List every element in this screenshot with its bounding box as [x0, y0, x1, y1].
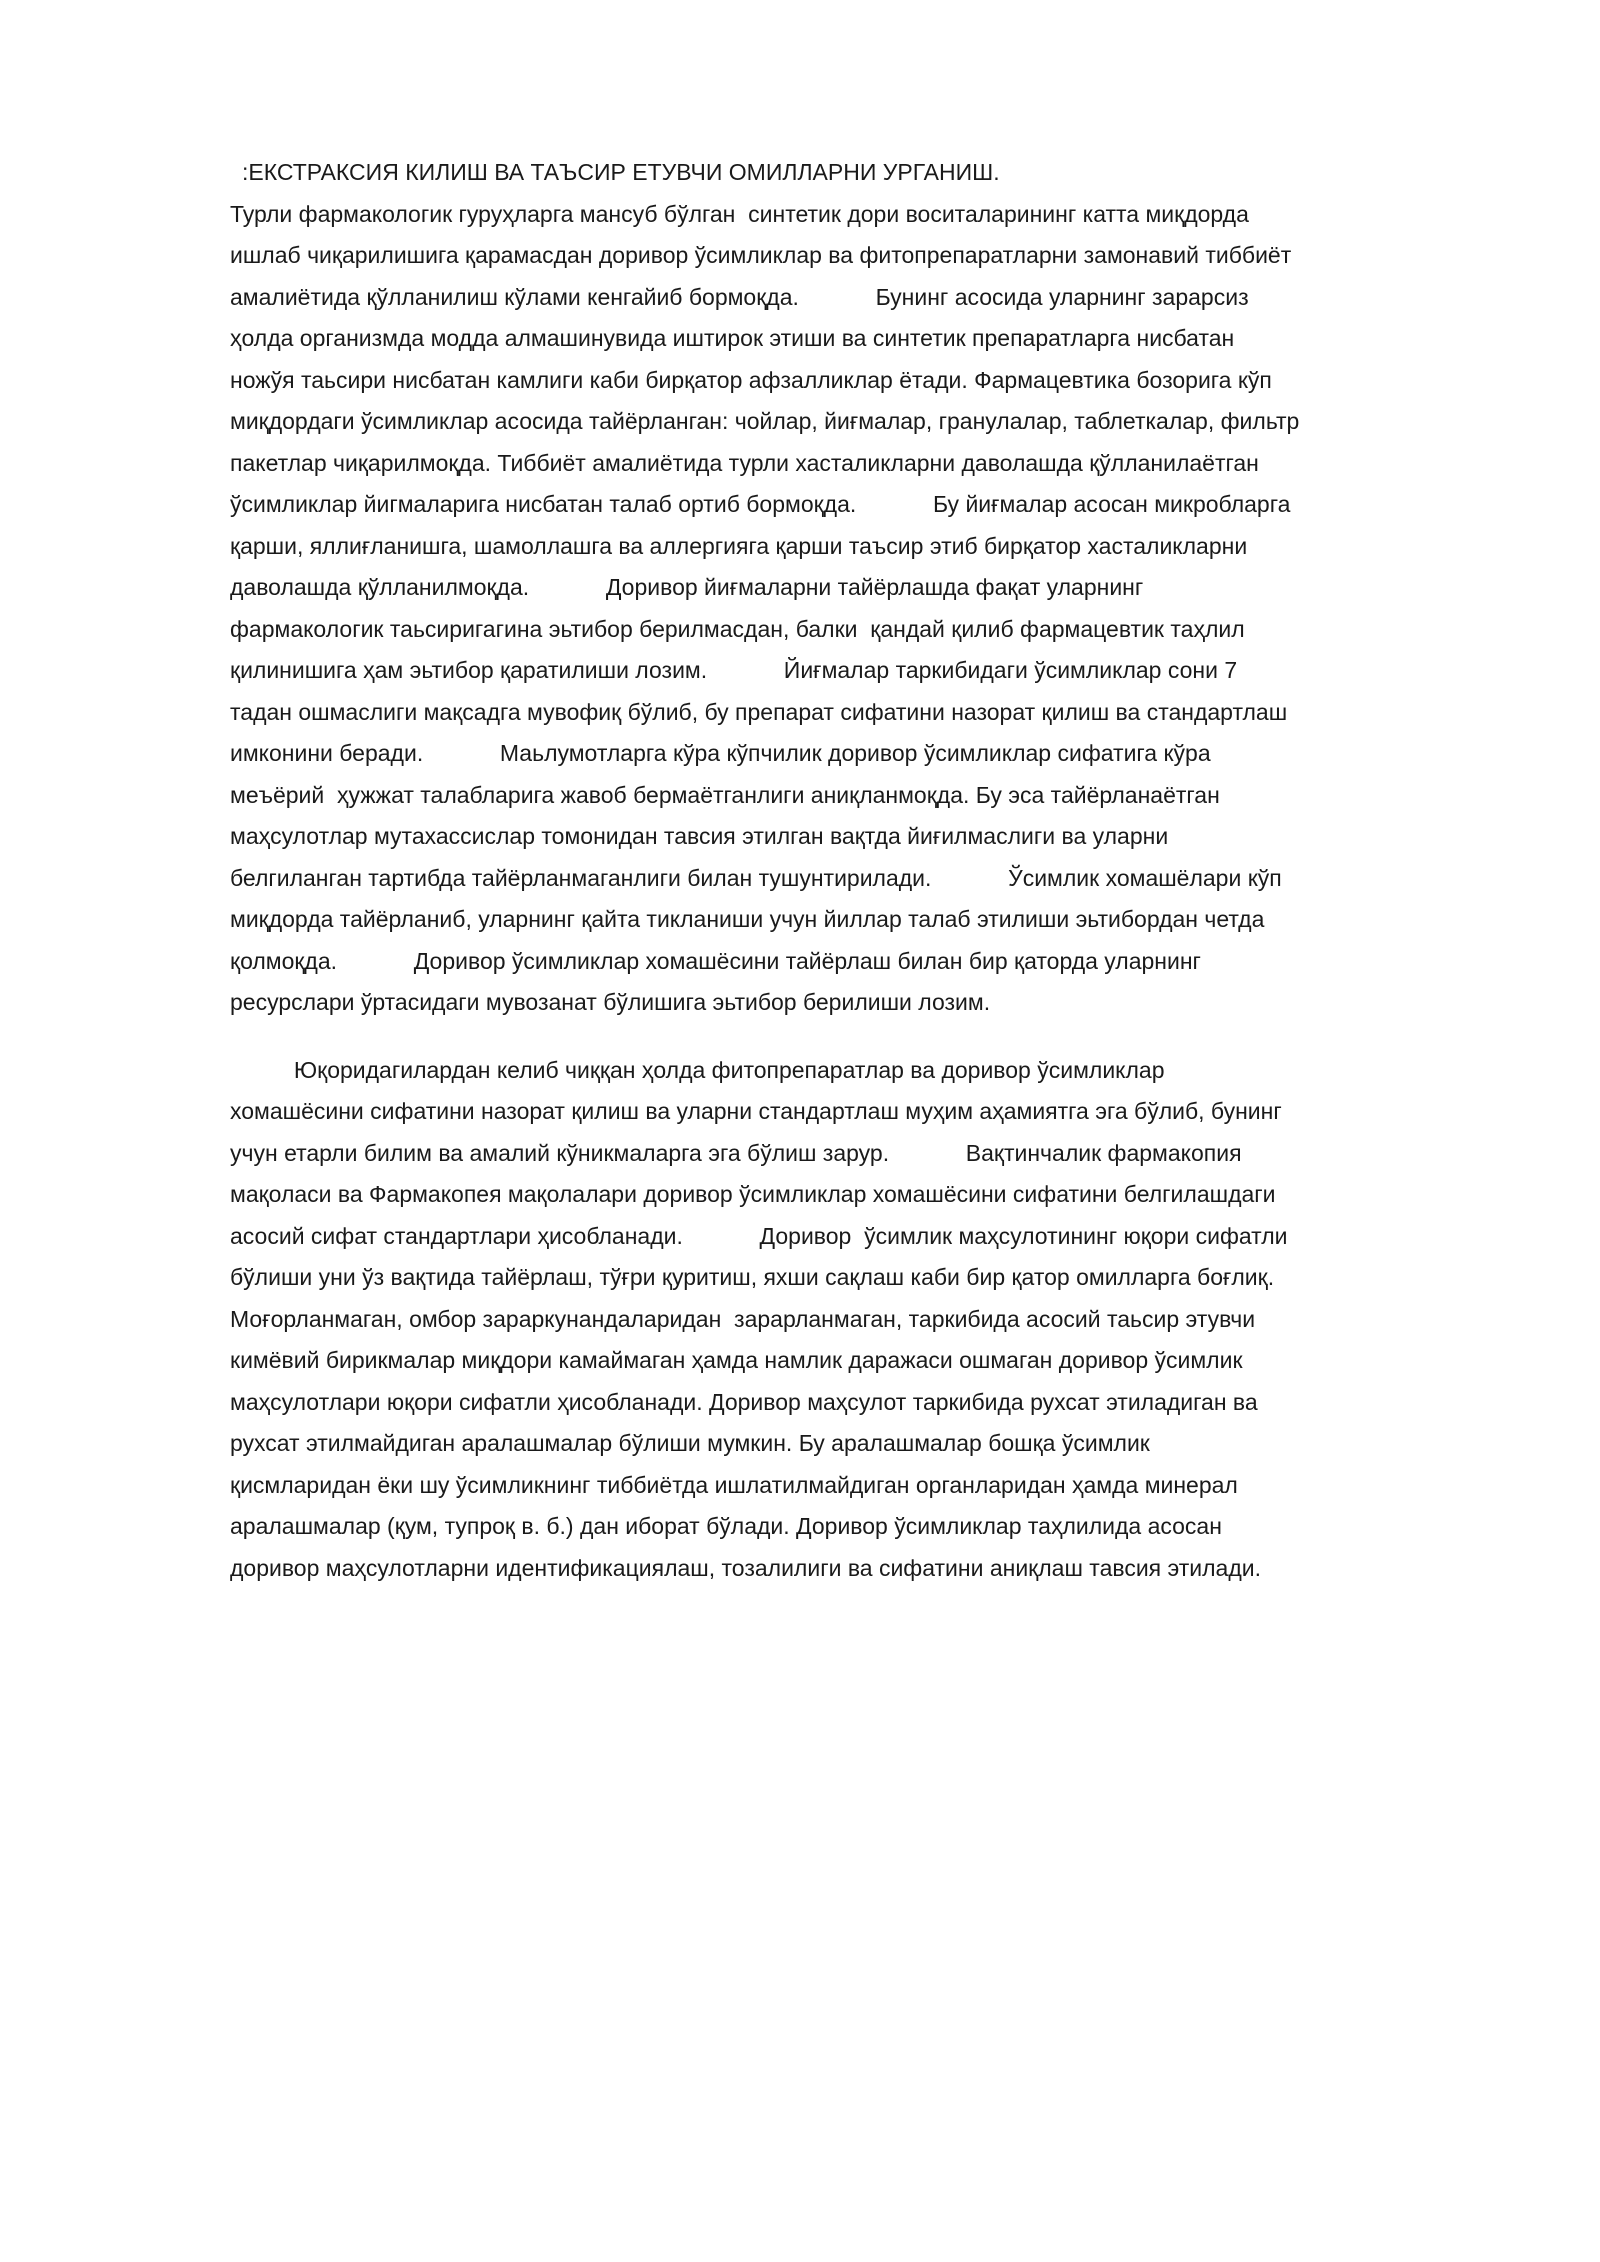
document-title: :ЕКСТРАКСИЯ КИЛИШ ВА ТАЪСИР ЕТУВЧИ ОМИЛЛАРНИ УРГАНИШ. [242, 159, 1000, 185]
text-line: рухсат этилмайдиган аралашмалар бўлиши мумкин. Бу аралашмалар бошқа ўсимлик [230, 1430, 1150, 1456]
text-line: ўсимликлар йигмаларига нисбатан талаб ортиб бормоқда. Бу йиғмалар асосан микробларга [230, 491, 1291, 517]
paragraph-1 [230, 194, 1498, 1024]
text-line: мақоласи ва Фармакопея мақолалари доривор ўсимликлар хомашёсини сифатини белгилашдаги [230, 1181, 1276, 1207]
text-line: ҳолда организмда модда алмашинувида иштирок этиши ва синтетик препаратларга нисбатан [230, 325, 1235, 351]
text-line: бўлиши уни ўз вақтида тайёрлаш, тўғри қуритиш, яхши сақлаш каби бир қатор омилларга боғлиқ. [230, 1264, 1275, 1290]
text-line: белгиланган тартибда тайёрланмаганлиги билан тушунтирилади. Ўсимлик хомашёлари кўп [230, 864, 1282, 891]
text-line: ишлаб чиқарилишига қарамасдан доривор ўсимликлар ва фитопрепаратларни замонавий тиббиёт [230, 242, 1292, 268]
text-line: қилинишига ҳам эьтибор қаратилиши лозим. Йиғмалар таркибидаги ўсимликлар сони 7 [230, 657, 1238, 683]
text-line: Моғорланмаган, омбор зараркунандаларидан зарарланмаган, таркибида асосий таьсир этувчи [230, 1305, 1256, 1332]
text-line: тадан ошмаслиги мақсадга мувофиқ бўлиб, бу препарат сифатини назорат қилиш ва стандартлаш [230, 698, 1288, 725]
text-line: аралашмалар (қум, тупроқ в. б.) дан иборат бўлади. Доривор ўсимликлар таҳлилида асосан [230, 1513, 1222, 1539]
text-line: миқдордаги ўсимликлар асосида тайёрланган: чойлар, йиғмалар, гранулалар, таблеткалар, фильтр [230, 408, 1300, 434]
text-line: Юқоридагилардан келиб чиққан ҳолда фитопрепаратлар ва доривор ўсимликлар [230, 1056, 1165, 1083]
text-line: ресурслари ўртасидаги мувозанат бўлишига эьтибор берилиши лозим. [230, 989, 991, 1015]
text-line: амалиётида қўлланилиш кўлами кенгайиб бормоқда. Бунинг асосида уларнинг зарарсиз [230, 283, 1249, 310]
document-body [230, 152, 1498, 1589]
text-line: хомашёсини сифатини назорат қилиш ва уларни стандартлаш муҳим аҳамиятга эга бўлиб, бунинг [230, 1098, 1282, 1124]
text-line: даволашда қўлланилмоқда. Доривор йиғмаларни тайёрлашда фақат уларнинг [230, 574, 1144, 600]
text-line: қолмоқда. Доривор ўсимликлар хомашёсини тайёрлаш билан бир қаторда уларнинг [230, 947, 1201, 974]
text-line: кимёвий бирикмалар миқдори камаймаган ҳамда намлик даражаси ошмаган доривор ўсимлик [230, 1347, 1243, 1373]
paragraph-2 [230, 1050, 1498, 1590]
text-line: маҳсулотлари юқори сифатли ҳисобланади. Доривор маҳсулот таркибида рухсат этиладиган ва [230, 1388, 1258, 1415]
text-line: пакетлар чиқарилмоқда. Тиббиёт амалиётида турли хасталикларни даволашда қўлланилаётган [230, 449, 1259, 476]
text-line: маҳсулотлар мутахассислар томонидан тавсия этилган вақтда йиғилмаслиги ва уларни [230, 823, 1169, 849]
text-line: имконини беради. Маьлумотларга кўра кўпчилик доривор ўсимликлар сифатига кўра [230, 740, 1211, 766]
text-line: учун етарли билим ва амалий кўникмаларга эга бўлиш зарур. Вақтинчалик фармакопия [230, 1139, 1242, 1166]
text-line: ножўя таьсири нисбатан камлиги каби бирқатор афзалликлар ётади. Фармацевтика бозорига кўп [230, 366, 1272, 393]
text-line: қарши, яллиғланишга, шамоллашга ва аллергияга қарши таъсир этиб бирқатор хасталикларни [230, 532, 1248, 559]
text-line: Турли фармакологик гуруҳларга мансуб бўлган синтетик дори воситаларининг катта миқдорда [230, 200, 1249, 227]
text-line: қисмларидан ёки шу ўсимликнинг тиббиётда ишлатилмайдиган органларидан ҳамда минерал [230, 1471, 1238, 1498]
text-line: доривор маҳсулотларни идентификациялаш, тозалилиги ва сифатини аниқлаш тавсия этилади. [230, 1554, 1262, 1581]
text-line: асосий сифат стандартлари ҳисобланади. Доривор ўсимлик маҳсулотининг юқори сифатли [230, 1222, 1288, 1249]
text-line: меъёрий ҳужжат талабларига жавоб бермаётганлиги аниқланмоқда. Бу эса тайёрланаётган [230, 781, 1220, 808]
text-line: миқдорда тайёрланиб, уларнинг қайта тикланиши учун йиллар талаб этилиши эьтибордан четда [230, 906, 1265, 932]
text-line: фармакологик таьсиригагина эьтибор берилмасдан, балки қандай қилиб фармацевтик таҳлил [230, 615, 1245, 642]
